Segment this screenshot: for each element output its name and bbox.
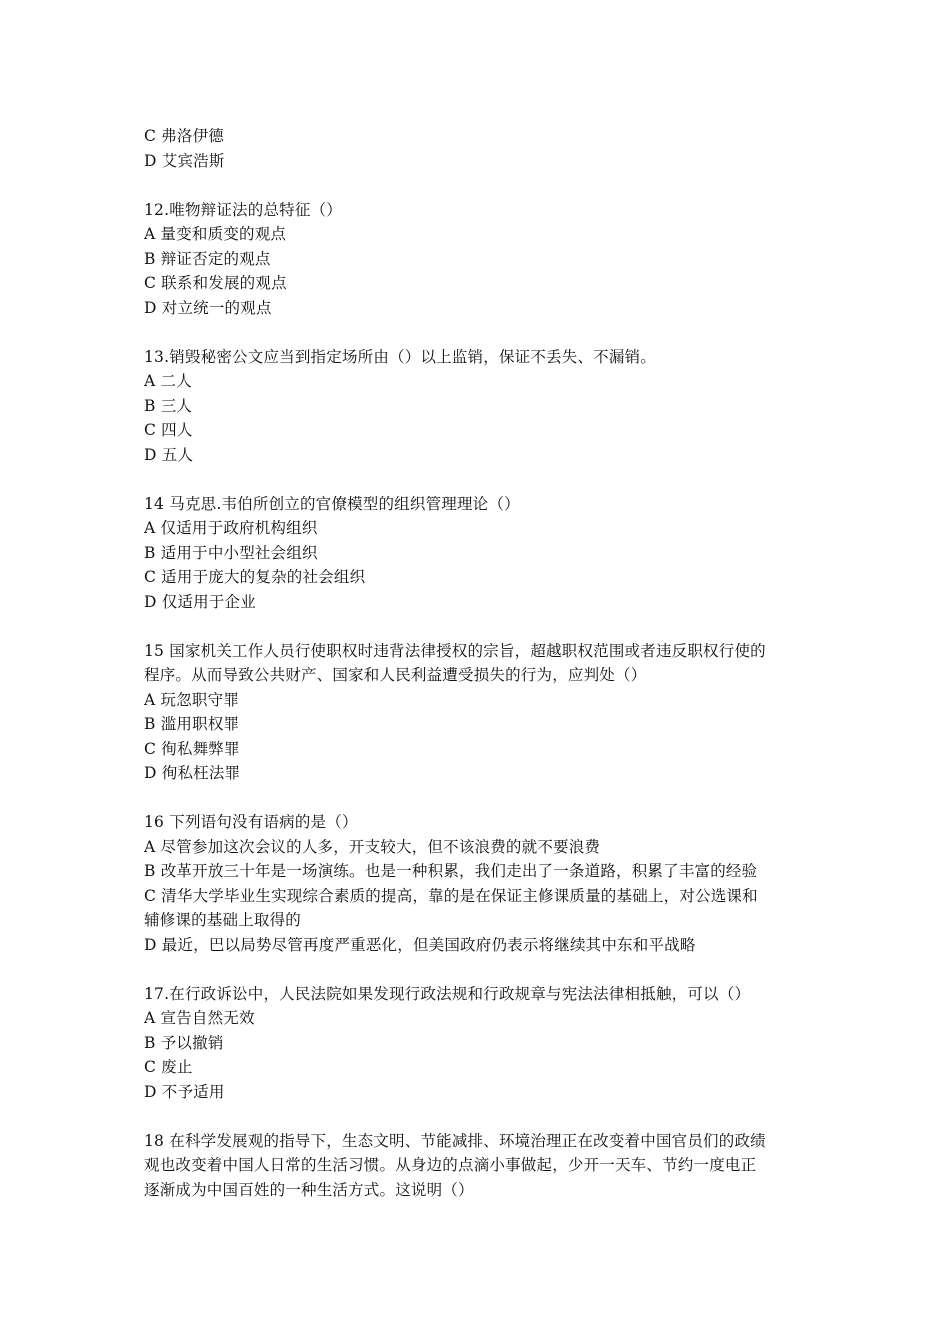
question-stem: 17.在行政诉讼中，人民法院如果发现行政法规和行政规章与宪法法律相抵触，可以（）	[144, 984, 751, 1003]
option-c: C 联系和发展的观点	[144, 274, 287, 292]
option-d: D 不予适用	[144, 1082, 225, 1101]
question-stem: 16 下列语句没有语病的是（）	[144, 813, 358, 831]
question-stem-line-1: 15 国家机关工作人员行使职权时违背法律授权的宗旨，超越职权范围或者违反职权行使的	[144, 641, 766, 660]
option-d: D 五人	[144, 445, 194, 464]
option-c: C 四人	[144, 421, 193, 439]
option-c: C 废止	[144, 1058, 193, 1076]
option-d: D 最近，巴以局势尽管再度严重恶化，但美国政府仍表示将继续其中东和平战略	[144, 935, 696, 954]
option-a: A 二人	[144, 372, 192, 390]
question-11-tail	[144, 124, 806, 173]
question-18	[144, 1129, 806, 1203]
option-b: B 适用于中小型社会组织	[144, 543, 318, 562]
option-c: C 适用于庞大的复杂的社会组织	[144, 568, 366, 586]
option-d: D 对立统一的观点	[144, 298, 272, 317]
option-b: B 三人	[144, 396, 193, 415]
question-stem-line-2: 程序。从而导致公共财产、国家和人民利益遭受损失的行为，应判处（）	[144, 666, 647, 684]
option-b: B 予以撤销	[144, 1033, 224, 1052]
question-stem: 13.销毁秘密公文应当到指定场所由（）以上监销，保证不丢失、不漏销。	[144, 347, 656, 366]
question-17	[144, 982, 806, 1105]
option-c: C 徇私舞弊罪	[144, 739, 240, 758]
question-stem-line-1: 18 在科学发展观的指导下，生态文明、节能减排、环境治理正在改变着中国官员们的政绩	[144, 1131, 766, 1150]
option-d: D 徇私枉法罪	[144, 764, 241, 782]
option-a: A 玩忽职守罪	[144, 690, 240, 709]
option-a: A 尽管参加这次会议的人多，开支较大，但不该浪费的就不要浪费	[144, 837, 601, 856]
option-b: B 辩证否定的观点	[144, 249, 271, 268]
option-c-continued: 辅修课的基础上取得的	[144, 911, 302, 929]
option-b: B 滥用职权罪	[144, 715, 240, 733]
question-stem-line-2: 观也改变着中国人日常的生活习惯。从身边的点滴小事做起，少开一天车、节约一度电正	[144, 1156, 757, 1174]
option-a: A 仅适用于政府机构组织	[144, 519, 318, 537]
option-a: A 宣告自然无效	[144, 1009, 255, 1027]
question-stem-line-3: 逐渐成为中国百姓的一种生活方式。这说明（）	[144, 1180, 474, 1199]
option-d: D 仅适用于企业	[144, 592, 256, 611]
option-c: C 弗洛伊德	[144, 127, 224, 145]
option-c: C 清华大学毕业生实现综合素质的提高，靠的是在保证主修课质量的基础上，对公选课和	[144, 886, 758, 905]
question-12	[144, 198, 806, 321]
question-15	[144, 639, 806, 786]
question-16	[144, 810, 806, 957]
question-stem: 14 马克思.韦伯所创立的官僚模型的组织管理理论（）	[144, 494, 520, 513]
option-d: D 艾宾浩斯	[144, 151, 225, 170]
question-stem: 12.唯物辩证法的总特征（）	[144, 200, 342, 219]
option-a: A 量变和质变的观点	[144, 225, 287, 243]
document-page	[144, 124, 806, 1202]
question-13	[144, 345, 806, 468]
option-b: B 改革开放三十年是一场演练。也是一种积累，我们走出了一条道路，积累了丰富的经验	[144, 862, 758, 880]
question-14	[144, 492, 806, 615]
